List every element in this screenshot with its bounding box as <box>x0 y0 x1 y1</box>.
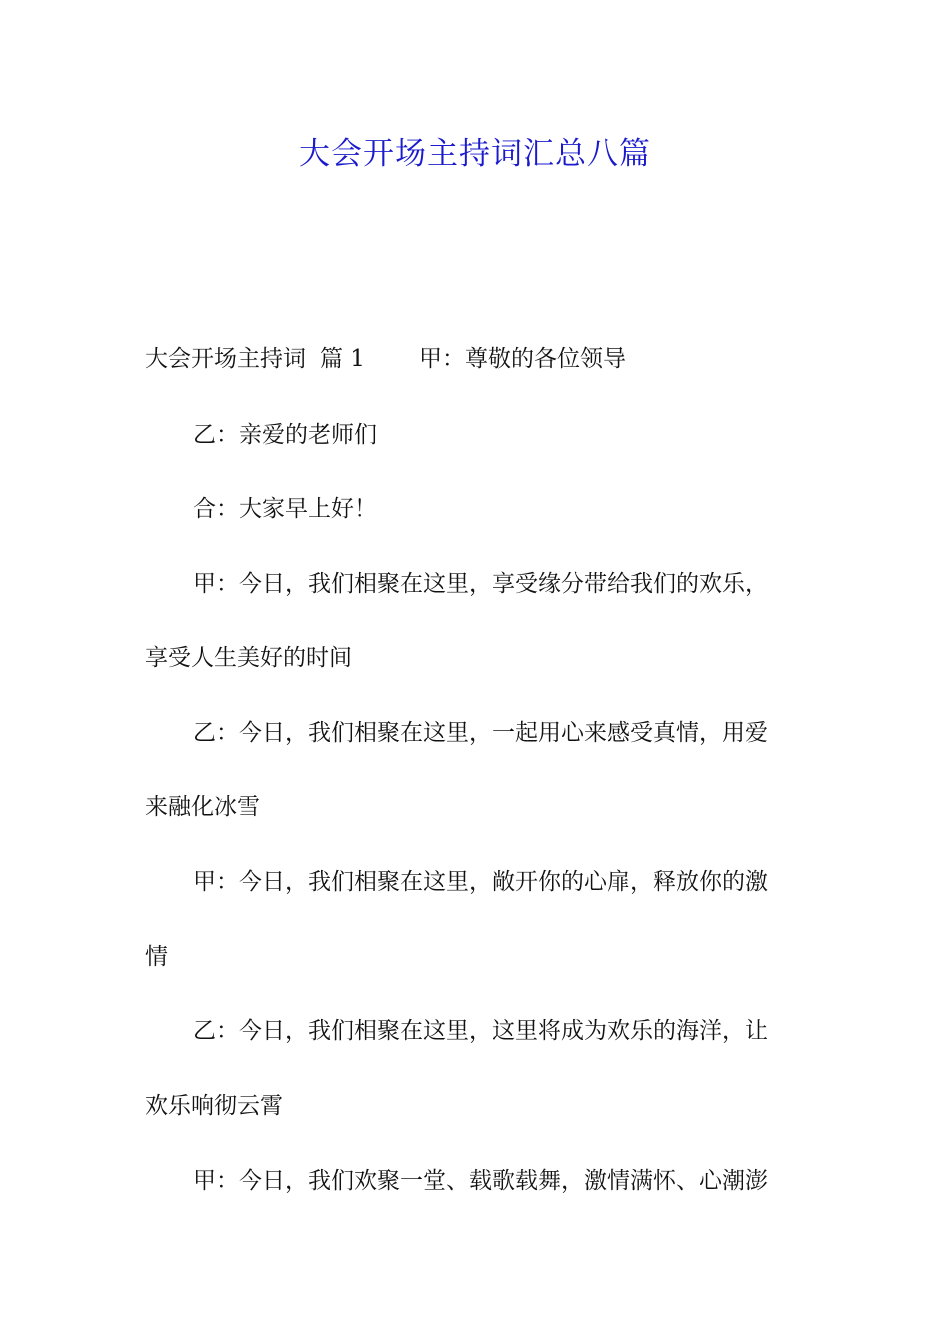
paragraph-line: 合：大家早上好！ <box>193 496 377 522</box>
paragraph-line: 乙：今日，我们相聚在这里，这里将成为欢乐的海洋，让 <box>193 1018 768 1044</box>
paragraph-line: 欢乐响彻云霄 <box>145 1093 283 1119</box>
paragraph-line: 乙：亲爱的老师们 <box>193 422 377 448</box>
paragraph-line: 甲：今日，我们相聚在这里，享受缘分带给我们的欢乐， <box>193 571 768 597</box>
section-label: 大会开场主持词 <box>145 346 306 372</box>
paragraph-line: 甲：尊敬的各位领导 <box>418 346 626 372</box>
paragraph-line: 乙：今日，我们相聚在这里，一起用心来感受真情，用爱 <box>193 720 768 746</box>
document-title: 大会开场主持词汇总八篇 <box>299 136 651 172</box>
paragraph-line: 甲：今日，我们欢聚一堂、载歌载舞，激情满怀、心潮澎 <box>193 1168 768 1194</box>
section-heading <box>145 344 810 374</box>
section-number: 篇 1 <box>320 346 365 372</box>
paragraph-line: 享受人生美好的时间 <box>145 645 352 671</box>
paragraph-line: 甲：今日，我们相聚在这里，敞开你的心扉，释放你的激 <box>193 869 768 895</box>
paragraph-line: 来融化冰雪 <box>145 794 260 820</box>
paragraph-line: 情 <box>145 944 168 970</box>
